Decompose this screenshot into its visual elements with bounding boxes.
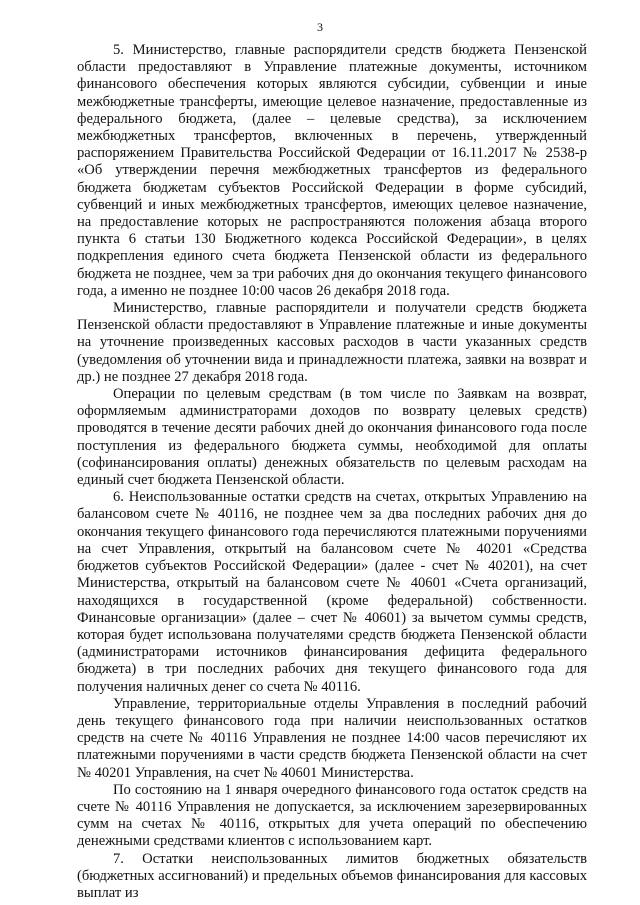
paragraph-6-unused-balances: 6. Неиспользованные остатки средств на счетах, открытых Управлению на балансовом счете № 40116, не позднее чем за два последних рабочих дня до окончания текущего финансового года перечисляются платежными поручениями на счет Управления, открытый на балансовом счете № 40201 «Средства бюджетов субъектов Российской Федерации» (далее - счет № 40201), на счет Министерства, открытый на балансовом счете № 40601 «Счета организаций, находящихся в государственной (кроме федеральной) собственности. Финансовые организации» (далее – счет № 40601) за вычетом суммы средств, которая будет использована получателями средств бюджета Пензенской области (администраторами источников финансирования дефицита федерального бюджета) в три последних рабочих дня текущего финансового года для получения наличных денег со счета № 40116. (77, 489, 587, 695)
paragraph-last-working-day-transfer: Управление, территориальные отделы Управления в последний рабочий день текущего финансового года при наличии неиспользованных остатков средств на счете № 40116 Управления не позднее 14:00 часов перечисляют их платежными поручениями в части средств бюджета Пензенской области на счет № 40201 Управления, на счет № 40601 Министерства. (77, 695, 587, 781)
document-body (77, 42, 587, 902)
page-number: 3 (317, 20, 323, 34)
paragraph-january-balance: По состоянию на 1 января очередного финансового года остаток средств на счете № 40116 Управления не допускается, за исключением зарезервированных сумм на счетах № 40116, открытых для учета операций по обеспечению денежными средствами клиентов с использованием карт. (77, 781, 587, 850)
paragraph-expense-clarification: Министерство, главные распорядители и получатели средств бюджета Пензенской области предоставляют в Управление платежные и иные документы на уточнение произведенных кассовых расходов в части указанных средств (уведомления об уточнении вида и принадлежности платежа, заявки на возврат и др.) не позднее 27 декабря 2018 года. (77, 300, 587, 385)
paragraph-targeted-funds-operations: Операции по целевым средствам (в том числе по Заявкам на возврат, оформляемым администраторами доходов по возврату целевых средств) проводятся в течение десяти рабочих дней до окончания финансового года после поступления из федерального бюджета суммы, необходимой для оплаты (софинансирования оплаты) денежных обязательств по целевым расходам на единый счет бюджета Пензенской области. (77, 386, 587, 489)
paragraph-5-ministry-payment-documents: 5. Министерство, главные распорядители средств бюджета Пензенской области предоставляют в Управление платежные документы, источником финансового обеспечения которых являются субсидии, субвенции и иные межбюджетные трансферты, имеющие целевое назначение, предоставленные из федерального бюджета, (далее – целевые средства), за исключением межбюджетных трансфертов, включенных в перечень, утвержденный распоряжением Правительства Российской Федерации от 16.11.2017 № 2538-р «Об утверждении перечня межбюджетных трансфертов из федерального бюджета бюджетам субъектов Российской Федерации в форме субсидий, субвенций и иных межбюджетных трансфертов, имеющих целевое назначение, на предоставление которых не распространяются положения абзаца второго пункта 6 статьи 130 Бюджетного кодекса Российской Федерации», в целях подкрепления единого счета бюджета Пензенской области из федерального бюджета не позднее, чем за три рабочих дня до окончания текущего финансового года, а именно не позднее 10:00 часов 26 декабря 2018 года. (77, 42, 587, 299)
paragraph-7-unused-limits: 7. Остатки неиспользованных лимитов бюджетных обязательств (бюджетных ассигнований) и предельных объемов финансирования для кассовых выплат из (77, 850, 587, 901)
